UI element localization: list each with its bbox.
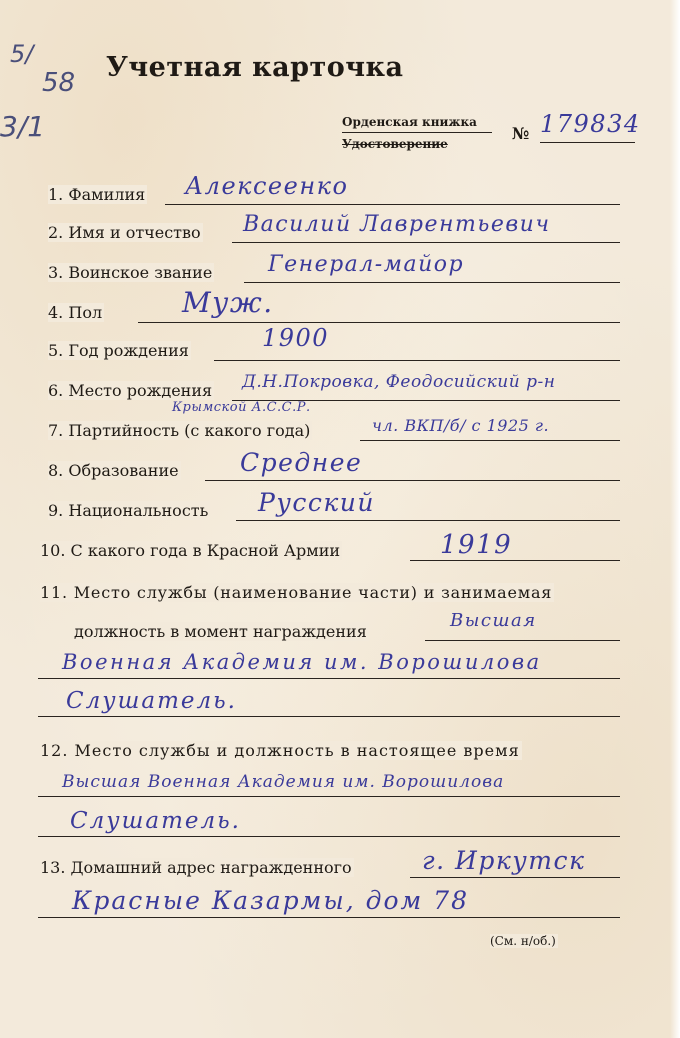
line-5 (214, 360, 620, 361)
field-9-value: Русский (258, 488, 375, 517)
footer-note: (См. н/об.) (490, 934, 556, 948)
line-11a (425, 640, 620, 641)
field-1-label: 1. Фамилия (48, 185, 146, 204)
paper-edge (670, 0, 680, 1038)
field-7-label: 7. Партийность (с какого года) (48, 421, 311, 440)
line-9 (236, 520, 620, 521)
field-11-value-line3: Слушатель. (66, 688, 237, 714)
field-12-value-continued: Слушатель. (70, 808, 241, 834)
field-13-value: г. Иркутск (422, 846, 586, 875)
line-4 (138, 322, 620, 323)
line-13a (410, 877, 620, 878)
pencil-mark-fraction-top: 5/ (10, 40, 34, 68)
line-13b (38, 917, 620, 918)
number-underline (540, 142, 635, 143)
field-10-value: 1919 (440, 530, 513, 560)
field-12-label: 12. Место службы и должность в настоящее время (40, 741, 520, 760)
line-8 (205, 480, 620, 481)
field-5-label: 5. Год рождения (48, 341, 189, 360)
pencil-mark-code: 3/1 (0, 110, 46, 143)
line-10 (410, 560, 620, 561)
order-book-label: Орденская книжка (342, 115, 477, 129)
field-8-value: Среднее (240, 448, 363, 477)
line-11b (38, 678, 620, 679)
card-title: Учетная карточка (106, 52, 404, 83)
field-2-label: 2. Имя и отчество (48, 223, 201, 242)
number-sign: № (512, 124, 530, 143)
line-3 (244, 282, 620, 283)
line-12a (38, 796, 620, 797)
field-11-label-continued: должность в момент награждения (74, 622, 367, 641)
order-book-underline (342, 132, 492, 133)
field-6-value-continued: Крымской А.С.С.Р. (172, 400, 311, 415)
field-11-label: 11. Место службы (наименование части) и занимаемая (40, 583, 553, 602)
field-8-label: 8. Образование (48, 461, 179, 480)
line-7 (360, 440, 620, 441)
field-12-value: Высшая Военная Академия им. Ворошилова (62, 772, 505, 792)
field-13-label: 13. Домашний адрес награжденного (40, 858, 352, 877)
line-1 (165, 204, 620, 205)
number-value: 179834 (540, 110, 641, 138)
line-12b (38, 836, 620, 837)
field-6-value: Д.Н.Покровка, Феодосийский р-н (242, 372, 556, 392)
field-13-value-continued: Красные Казармы, дом 78 (72, 886, 469, 915)
field-7-value: чл. ВКП/б/ с 1925 г. (372, 416, 550, 435)
line-11c (38, 716, 620, 717)
field-5-value: 1900 (262, 324, 330, 352)
field-11-value-continued: Военная Академия им. Ворошилова (62, 650, 542, 674)
certificate-label: Удостоверение (342, 137, 448, 151)
line-2 (232, 242, 620, 243)
field-1-value: Алексеенко (185, 172, 349, 200)
field-10-label: 10. С какого года в Красной Армии (40, 541, 341, 560)
field-3-value: Генерал-майор (268, 252, 465, 277)
field-4-label: 4. Пол (48, 303, 103, 322)
field-4-value: Муж. (182, 286, 274, 319)
field-11-value: Высшая (450, 610, 537, 631)
field-3-label: 3. Воинское звание (48, 263, 213, 282)
field-6-label: 6. Место рождения (48, 381, 213, 400)
field-9-label: 9. Национальность (48, 501, 209, 520)
pencil-mark-fraction-bottom: 58 (42, 68, 76, 98)
field-2-value: Василий Лаврентьевич (243, 212, 551, 237)
